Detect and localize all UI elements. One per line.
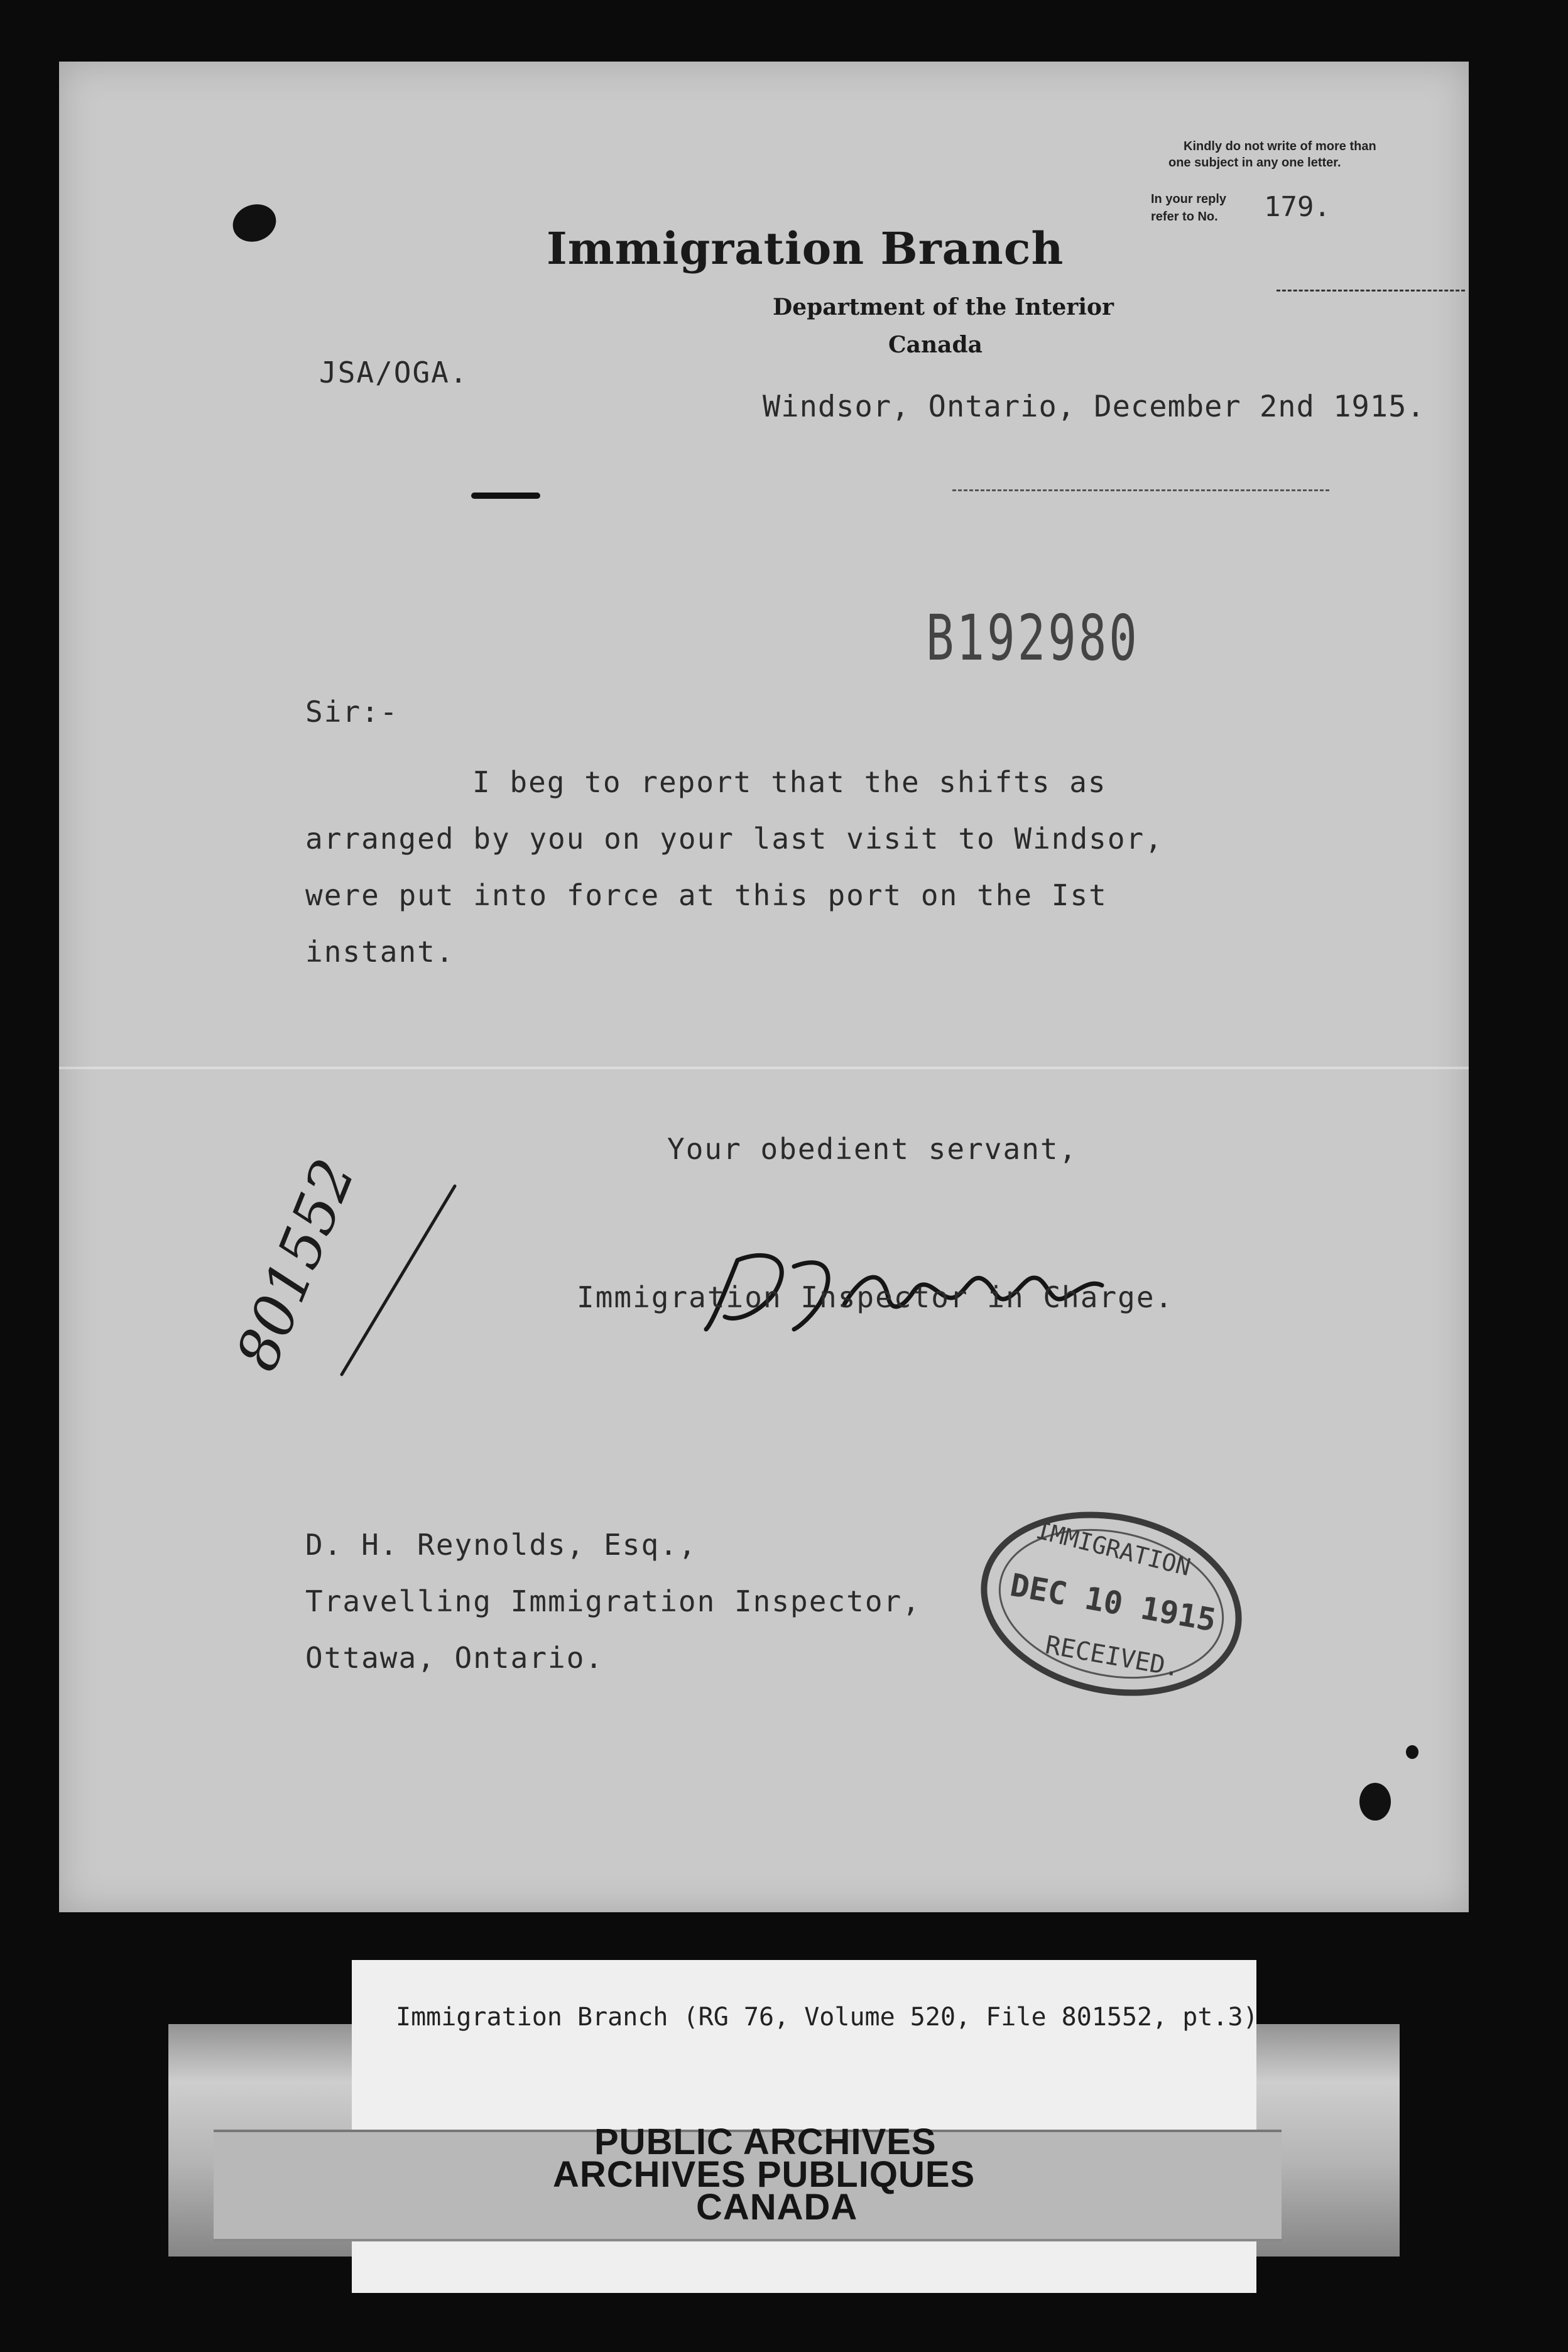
dateline: Windsor, Ontario, December 2nd 1915.: [763, 389, 1425, 424]
signer-title: Immigration Inspector in Charge.: [577, 1280, 1174, 1314]
stamp-date: DEC 10 1915: [1007, 1566, 1219, 1639]
reply-label-line-2: refer to No.: [1151, 210, 1218, 224]
ink-spot: [1359, 1783, 1391, 1821]
archive-label: Immigration Branch (RG 76, Volume 520, File 801552, pt.3): [396, 2003, 1258, 2032]
notice-line-2: one subject in any one letter.: [1168, 156, 1341, 170]
closing: Your obedient servant,: [667, 1132, 1078, 1166]
signature-text: [574, 1274, 579, 1275]
reference-initials: JSA/OGA.: [319, 356, 469, 389]
file-stamp-number: B192980: [926, 602, 1140, 675]
body-line: I beg to report that the shifts as: [472, 765, 1107, 799]
archives-line-1: PUBLIC ARCHIVES: [594, 2121, 937, 2162]
letterhead-title: Immigration Branch: [547, 222, 1064, 275]
reference-number: 179.: [1264, 191, 1331, 223]
recipient-name: D. H. Reynolds, Esq.,: [305, 1528, 697, 1562]
reply-label-line-1: In your reply: [1151, 192, 1227, 206]
archives-line-2: ARCHIVES PUBLIQUES: [553, 2154, 976, 2195]
salutation: Sir:-: [305, 695, 399, 729]
body-line: instant.: [305, 935, 455, 969]
body-line: were put into force at this port on the Ist: [305, 878, 1108, 912]
department-name: Department of the Interior: [773, 294, 1114, 320]
archives-line-3: CANADA: [696, 2187, 858, 2228]
handwritten-file-number: [223, 1150, 499, 1406]
ink-spot: [1406, 1745, 1418, 1759]
body-line: arranged by you on your last visit to Windsor,: [305, 822, 1163, 856]
notice-line-1: Kindly do not write of more than: [1184, 139, 1376, 153]
stamp-bottom-text: RECEIVED.: [1043, 1630, 1182, 1683]
recipient-city: Ottawa, Ontario.: [305, 1641, 604, 1675]
pen-mark: [471, 493, 540, 499]
dateline-rule: [952, 489, 1329, 491]
handwritten-number-text: 801552: [223, 1150, 368, 1380]
stamp-top-text: IMMIGRATION: [1033, 1516, 1194, 1582]
letter-page: [59, 62, 1469, 1912]
fold-line: [59, 1067, 1469, 1069]
received-stamp: [971, 1506, 1251, 1701]
ink-blot: [227, 199, 281, 248]
country-name: Canada: [888, 332, 983, 358]
reference-rule: [1277, 290, 1465, 291]
recipient-title: Travelling Immigration Inspector,: [305, 1584, 921, 1618]
